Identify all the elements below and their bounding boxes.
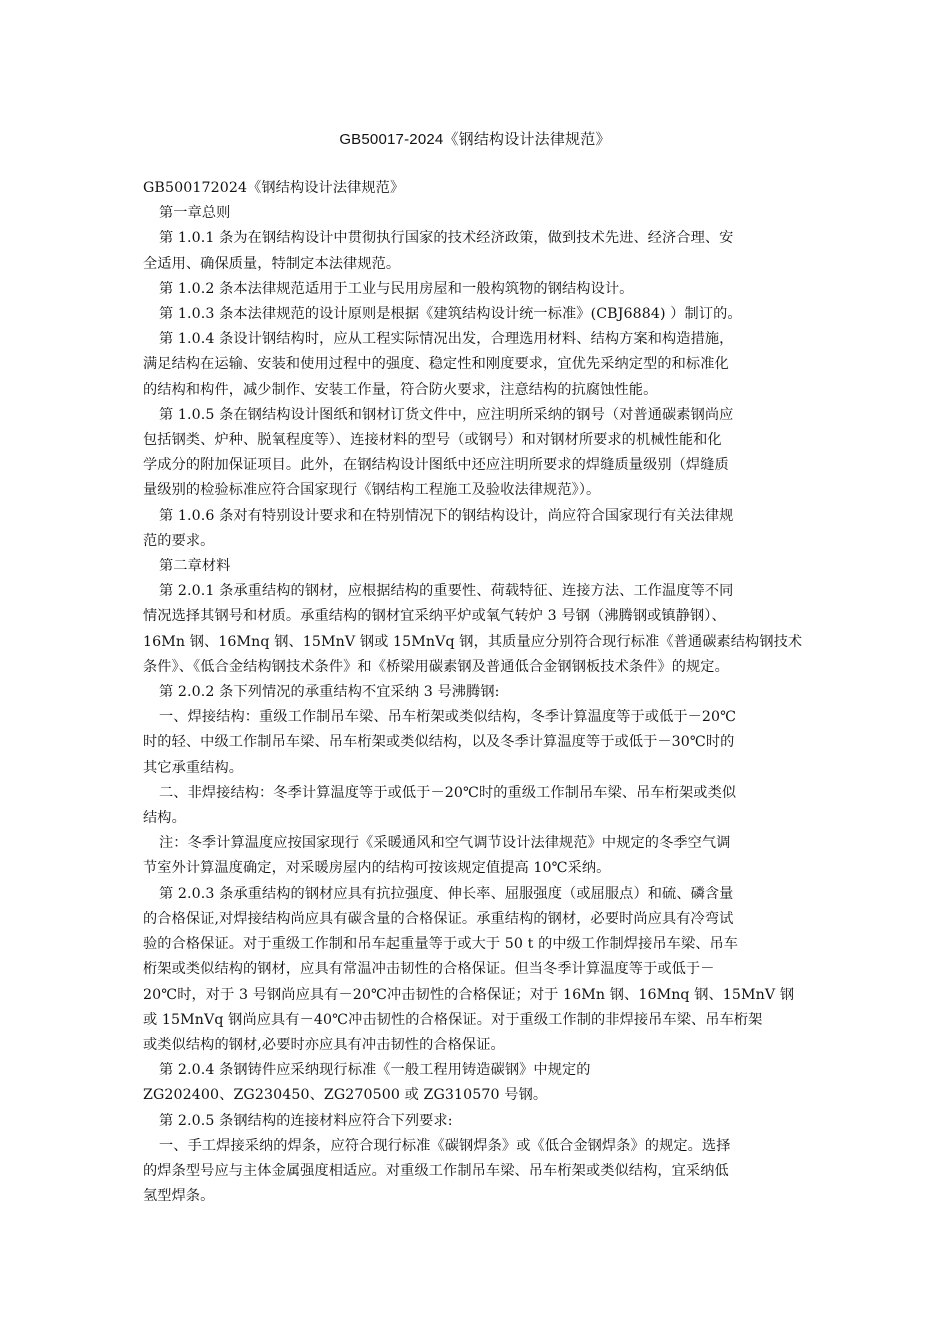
text-line: 第 1.0.3 条本法律规范的设计原则是根据《建筑结构设计统一标准》(CBJ6884) ）制订的。 (159, 306, 742, 323)
text-line: 包括钢类、炉种、脱氧程度等）、连接材料的型号（或钢号）和对钢材所要求的机械性能和化 (143, 432, 722, 449)
text-line: 全适用、确保质量，特制定本法律规范。 (143, 255, 401, 272)
text-line: 学成分的附加保证项目。此外，在钢结构设计图纸中还应注明所要求的焊缝质量级别（焊缝质 (143, 457, 729, 474)
text-line: 第 2.0.1 条承重结构的钢材，应根据结构的重要性、荷载特征、连接方法、工作温度等不同 (159, 583, 734, 600)
text-line: 满足结构在运输、安装和使用过程中的强度、稳定性和刚度要求，宜优先采纳定型的和标准化 (143, 356, 729, 373)
text-line: 20℃时，对于 3 号钢尚应具有－20℃冲击韧性的合格保证；对于 16Mn 钢、16Mnq 钢、15MnV 钢 (143, 986, 795, 1003)
document-body (143, 176, 807, 1209)
document-title: GB50017-2024《钢结构设计法律规范》 (339, 131, 611, 148)
text-line: 其它承重结构。 (143, 759, 244, 776)
text-line: 16Mn 钢、16Mnq 钢、15MnV 钢或 15MnVq 钢，其质量应分别符合现行标准《普通碳素结构钢技术 (143, 633, 803, 650)
text-line: 二、非焊接结构：冬季计算温度等于或低于－20℃时的重级工作制吊车梁、吊车桁架或类似 (159, 784, 737, 801)
text-line: 或 15MnVq 钢尚应具有－40℃冲击韧性的合格保证。对于重级工作制的非焊接吊车梁、吊车桁架 (143, 1011, 763, 1028)
text-line: 第 1.0.2 条本法律规范适用于工业与民用房屋和一般构筑物的钢结构设计。 (159, 280, 634, 297)
text-line: 节室外计算温度确定，对采暖房屋内的结构可按该规定值提高 10℃采纳。 (143, 860, 611, 877)
text-line: 第二章材料 (159, 558, 231, 575)
text-line: 范的要求。 (143, 532, 215, 549)
text-line: 第 2.0.3 条承重结构的钢材应具有抗拉强度、伸长率、屈服强度（或屈服点）和硫、磷含量 (159, 885, 734, 902)
text-line: 量级别的检验标准应符合国家现行《钢结构工程施工及验收法律规范》）。 (143, 482, 601, 499)
text-line: 第 2.0.5 条钢结构的连接材料应符合下列要求: (159, 1112, 453, 1129)
text-line: 第 1.0.1 条为在钢结构设计中贯彻执行国家的技术经济政策，做到技术先进、经济合理、安 (159, 230, 734, 247)
text-line: GB500172024《钢结构设计法律规范》 (143, 180, 405, 196)
text-line: 验的合格保证。对于重级工作制和吊车起重量等于或大于 50 t 的中级工作制焊接吊车梁、吊车 (143, 936, 739, 953)
text-line: 第 1.0.5 条在钢结构设计图纸和钢材订货文件中，应注明所采纳的钢号（对普通碳素钢尚应 (159, 406, 734, 423)
text-line: 结构。 (143, 810, 186, 827)
text-line: 或类似结构的钢材,必要时亦应具有冲击韧性的合格保证。 (143, 1036, 505, 1053)
text-line: 的焊条型号应与主体金属强度相适应。对重级工作制吊车梁、吊车桁架或类似结构，宜采纳低 (143, 1162, 729, 1179)
text-line: 时的轻、中级工作制吊车梁、吊车桁架或类似结构，以及冬季计算温度等于或低于－30℃时的 (143, 734, 735, 751)
text-line: 条件》、《低合金结构钢技术条件》和《桥梁用碳素钢及普通低合金钢钢板技术条件》的规定。 (143, 658, 729, 675)
text-line: 一、焊接结构：重级工作制吊车梁、吊车桁架或类似结构，冬季计算温度等于或低于－20℃ (159, 709, 737, 726)
text-line: 第 1.0.6 条对有特别设计要求和在特别情况下的钢结构设计，尚应符合国家现行有关法律规 (159, 507, 734, 524)
text-line: 氢型焊条。 (143, 1188, 215, 1205)
text-line: 的合格保证,对焊接结构尚应具有碳含量的合格保证。承重结构的钢材，必要时尚应具有冷弯试 (143, 910, 734, 927)
text-line: 的结构和构件，减少制作、安装工作量，符合防火要求，注意结构的抗腐蚀性能。 (143, 381, 658, 398)
text-line: 注：冬季计算温度应按国家现行《采暖通风和空气调节设计法律规范》中规定的冬季空气调 (159, 835, 731, 852)
text-line: ZG202400、ZG230450、ZG270500 或 ZG310570 号钢。 (143, 1087, 548, 1104)
text-line: 一、手工焊接采纳的焊条，应符合现行标准《碳钢焊条》或《低合金钢焊条》的规定。选择 (159, 1137, 731, 1154)
text-line: 第 2.0.2 条下列情况的承重结构不宜采纳 3 号沸腾钢: (159, 684, 500, 701)
text-line: 情况选择其钢号和材质。承重结构的钢材宜采纳平炉或氧气转炉 3 号钢（沸腾钢或镇静钢）、 (143, 608, 726, 625)
text-line: 第 2.0.4 条钢铸件应采纳现行标准《一般工程用铸造碳钢》中规定的 (159, 1062, 591, 1079)
text-line: 第一章总则 (159, 205, 231, 222)
text-line: 桁架或类似结构的钢材，应具有常温冲击韧性的合格保证。但当冬季计算温度等于或低于－ (143, 961, 715, 978)
text-line: 第 1.0.4 条设计钢结构时，应从工程实际情况出发，合理选用材料、结构方案和构造措施， (159, 331, 734, 348)
